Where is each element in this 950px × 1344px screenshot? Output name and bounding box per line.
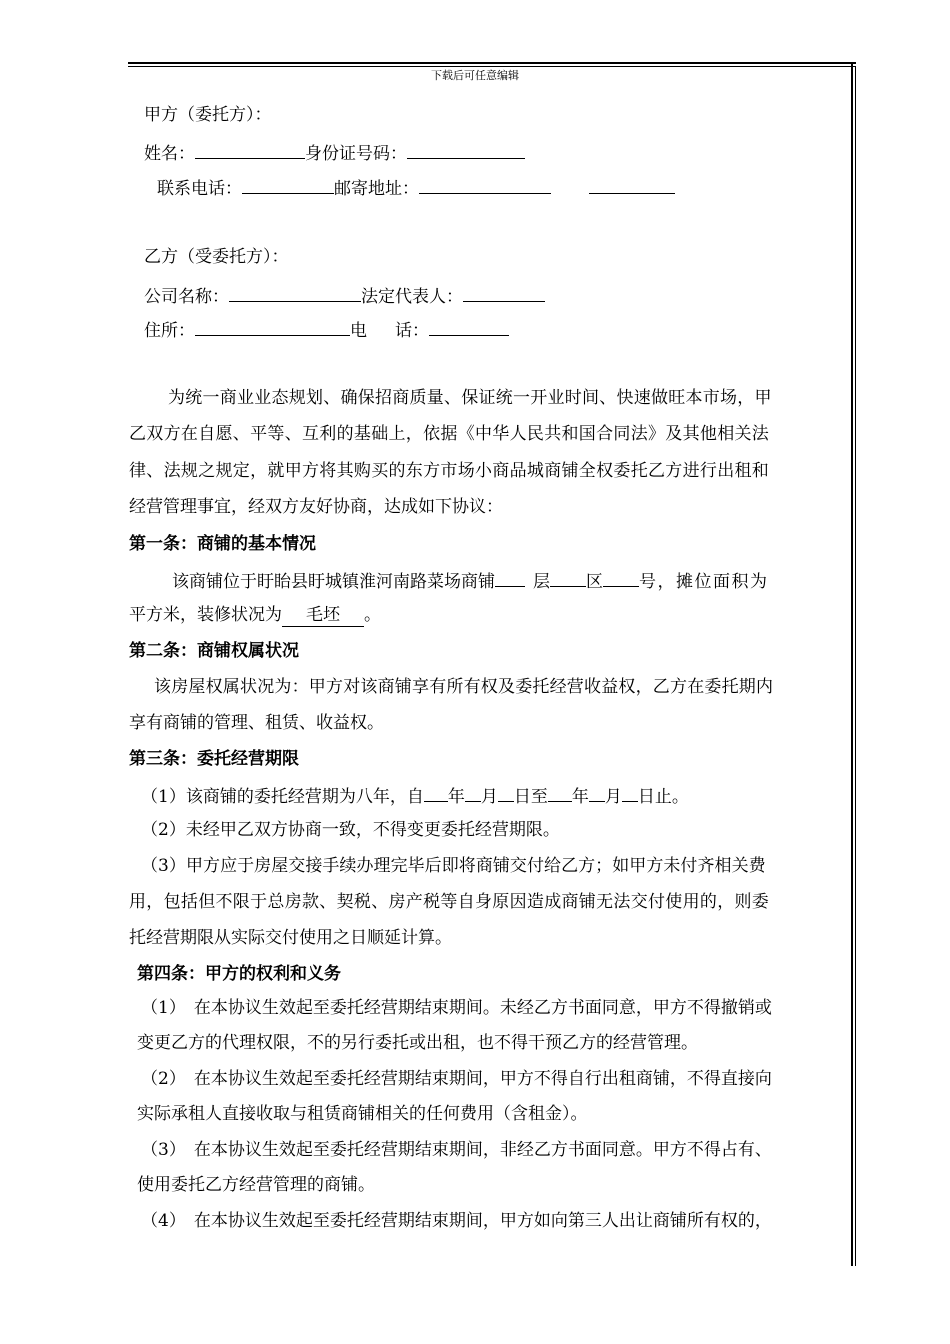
name-blank[interactable] [195,140,305,159]
preamble-line-3: 律、法规之规定，就甲方将其购买的东方市场小商品城商铺全权委托乙方进行出租和 [129,461,770,481]
article-1-text-d: 号，摊位面积为 [639,572,769,592]
preamble-line-4: 经营管理事宜，经双方友好协商，达成如下协议： [129,497,503,517]
party-a-name-row [144,140,525,165]
article-3-item-1-text-d: 日至 [513,787,548,807]
article-4-item-3-num: （3） [141,1140,186,1160]
article-3-item-1 [141,783,689,808]
article-4-item-1-line-2: 变更乙方的代理权限，不的另行委托或出租，也不得干预乙方的经营管理。 [137,1033,698,1053]
article-4-item-1-text: 在本协议生效起至委托经营期结束期间。未经乙方书面同意，甲方不得撤销或 [193,998,772,1018]
article-1-text-e: 平方米，装修状况为 [129,605,282,625]
article-2-line-2: 享有商铺的管理、租赁、收益权。 [129,713,384,733]
end-day-blank[interactable] [622,783,638,802]
article-3-item-1-text-g: 日止。 [637,787,689,807]
party-b-title: 乙方（受委托方）： [144,247,289,267]
article-1-line-1 [172,568,769,593]
party-a-contact-row [157,175,675,200]
end-year-blank[interactable] [548,783,572,802]
article-2-heading: 第二条：商铺权属状况 [129,641,299,661]
residence-label: 住所： [144,321,195,341]
article-1-text-f: 。 [364,605,381,625]
preamble-line-1: 为统一商业业态规划、确保招商质量、保证统一开业时间、快速做旺本市场，甲 [168,388,772,408]
number-blank[interactable] [603,568,639,587]
article-2-line-1: 该房屋权属状况为：甲方对该商铺享有所有权及委托经营收益权，乙方在委托期内 [154,677,774,697]
id-blank[interactable] [407,140,525,159]
article-4-item-1-num: （1） [141,998,186,1018]
zone-blank[interactable] [550,568,586,587]
party-b-company-row [144,283,545,308]
article-4-item-3-text: 在本协议生效起至委托经营期结束期间，非经乙方书面同意。甲方不得占有、 [193,1140,772,1160]
top-border [128,62,856,64]
article-4-item-4-line-1 [141,1210,772,1232]
article-4-item-2-line-2: 实际承租人直接收取与租赁商铺相关的任何费用（含租金）。 [137,1104,588,1124]
rep-blank[interactable] [463,283,545,302]
article-4-item-2-text: 在本协议生效起至委托经营期结束期间，甲方不得自行出租商铺，不得直接向 [193,1069,772,1089]
article-3-item-1-text-b: 年 [447,787,465,807]
article-1-text-a: 该商铺位于盱眙县盱城镇淮河南路菜场商铺 [172,572,495,592]
floor-blank[interactable] [495,568,525,587]
article-3-item-3-line-2: 用，包括但不限于总房款、契税、房产税等自身原因造成商铺无法交付使用的，则委 [129,892,770,912]
article-4-item-1-line-1 [141,997,772,1019]
article-1-text-b: 层 [533,572,550,592]
end-month-blank[interactable] [589,783,605,802]
article-3-heading: 第三条：委托经营期限 [129,749,299,769]
preamble-line-2: 乙双方在自愿、平等、互利的基础上，依据《中华人民共和国合同法》及其他相关法 [129,424,770,444]
company-blank[interactable] [229,283,361,302]
company-label: 公司名称： [144,287,229,307]
phone-blank[interactable] [242,175,334,194]
name-label: 姓名： [144,144,195,164]
article-3-item-1-text-c: 月 [480,787,498,807]
start-year-blank[interactable] [424,783,448,802]
article-1-line-2 [129,604,381,627]
article-4-item-4-num: （4） [141,1211,186,1231]
tel-label-1: 电 [350,321,367,341]
phone-label: 联系电话： [157,179,242,199]
article-3-item-3-line-1: （3）甲方应于房屋交接手续办理完毕后即将商铺交付给乙方；如甲方未付齐相关费 [141,856,766,876]
article-3-item-1-text-e: 年 [571,787,589,807]
start-day-blank[interactable] [498,783,514,802]
article-4-item-4-text: 在本协议生效起至委托经营期结束期间，甲方如向第三人出让商铺所有权的， [193,1211,772,1231]
article-3-item-1-text-a: （1）该商铺的委托经营期为八年，自 [141,787,424,807]
article-4-item-2-line-1 [141,1068,772,1090]
party-b-residence-row [144,317,509,342]
article-4-item-3-line-1 [141,1139,772,1161]
id-label: 身份证号码： [305,144,407,164]
right-border-inner [855,66,856,1266]
tel-blank[interactable] [429,317,509,336]
rep-label: 法定代表人： [361,287,463,307]
right-border [851,62,853,1266]
article-4-heading: 第四条：甲方的权利和义务 [137,964,341,984]
article-4-item-3-line-2: 使用委托乙方经营管理的商铺。 [137,1175,375,1195]
header-note: 下载后可任意编辑 [431,69,519,82]
article-3-item-1-text-f: 月 [604,787,622,807]
article-3-item-2: （2）未经甲乙双方协商一致，不得变更委托经营期限。 [141,820,560,840]
residence-blank[interactable] [195,317,350,336]
article-4-item-2-num: （2） [141,1069,186,1089]
tel-label-2: 话： [395,321,429,341]
party-a-title: 甲方（委托方）： [144,105,272,125]
address-blank-2[interactable] [589,175,675,194]
article-1-heading: 第一条：商铺的基本情况 [129,534,316,554]
address-label: 邮寄地址： [334,179,419,199]
decoration-status: 毛坯 [282,604,364,627]
article-3-item-3-line-3: 托经营期限从实际交付使用之日顺延计算。 [129,928,452,948]
start-month-blank[interactable] [465,783,481,802]
address-blank[interactable] [419,175,551,194]
article-1-text-c: 区 [586,572,603,592]
